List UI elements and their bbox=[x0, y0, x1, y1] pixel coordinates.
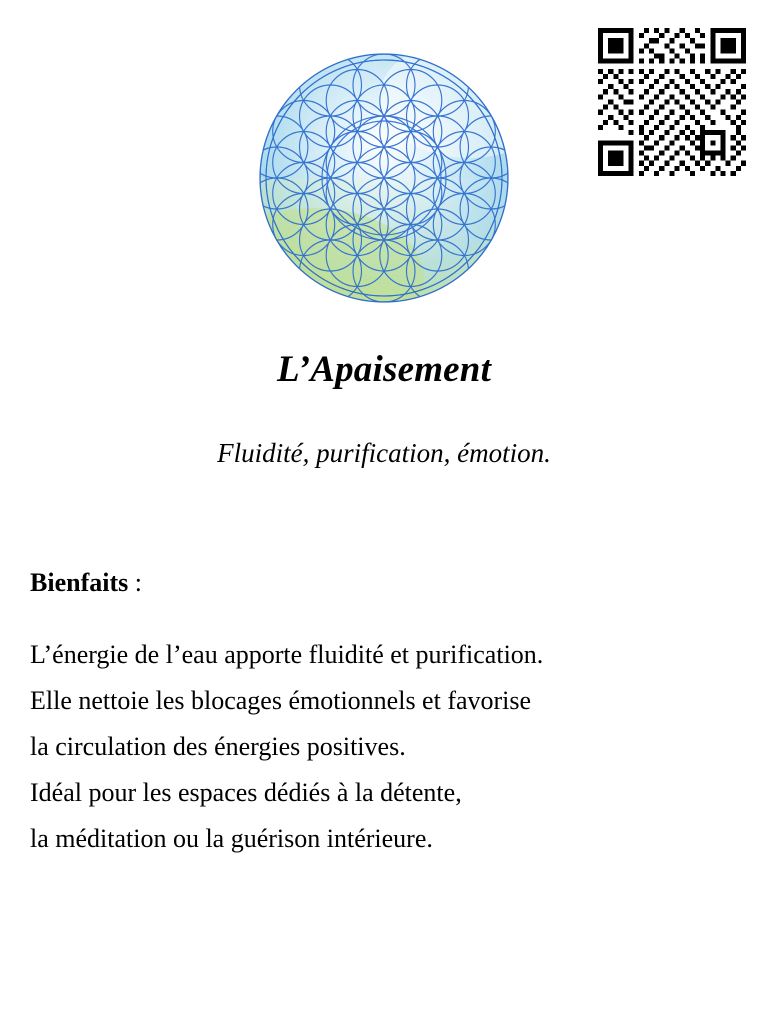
flower-of-life-emblem bbox=[234, 28, 534, 328]
page-title: L’Apaisement bbox=[276, 349, 492, 390]
page-subtitle: Fluidité, purification, émotion. bbox=[217, 438, 551, 468]
benefits-body bbox=[30, 632, 750, 862]
benefits-label-text: Bienfaits bbox=[30, 568, 129, 597]
benefits-label-colon: : bbox=[128, 568, 142, 597]
qr-code[interactable] bbox=[598, 28, 746, 176]
benefits-label bbox=[30, 568, 142, 598]
body-line: L’énergie de l’eau apporte fluidité et purification. bbox=[30, 640, 544, 669]
body-line: la méditation ou la guérison intérieure. bbox=[30, 824, 433, 853]
body-line: Idéal pour les espaces dédiés à la détente, bbox=[30, 778, 462, 807]
body-line: Elle nettoie les blocages émotionnels et favorise bbox=[30, 686, 532, 715]
body-line: la circulation des énergies positives. bbox=[30, 732, 406, 761]
